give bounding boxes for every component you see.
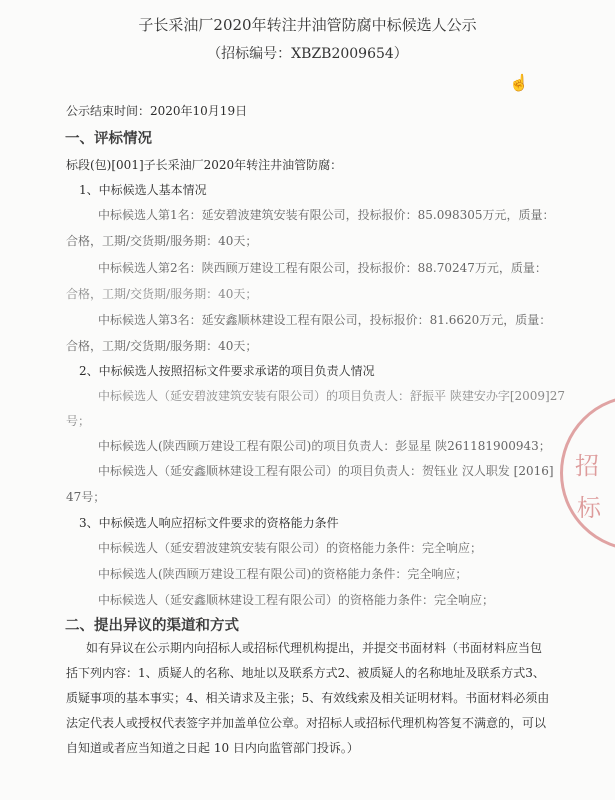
- page-title: 子长采油厂2020年转注井油管防腐中标候选人公示: [138, 16, 477, 34]
- candidate-1-line-2: 合格，工期/交货期/服务期：40天；: [66, 234, 258, 248]
- bid-number: （招标编号：XBZB2009654）: [207, 46, 408, 62]
- hand-cursor-icon: ☝: [509, 73, 529, 92]
- candidate-2-line-1: 中标候选人第2名：陕西顾万建设工程有限公司，投标报价：88.70247万元，质量：: [98, 261, 547, 275]
- candidate-2-line-2: 合格，工期/交货期/服务期：40天；: [66, 287, 258, 301]
- manager-3-line-2: 47号；: [66, 490, 106, 504]
- subheading-project-manager: 2、中标候选人按照招标文件要求承诺的项目负责人情况: [79, 364, 375, 378]
- objection-line-5: 自知道或者应当知道之日起 10 日内向监管部门投诉。）: [66, 741, 359, 755]
- candidate-1-line-1: 中标候选人第1名：延安碧波建筑安装有限公司，投标报价：85.098305万元，质量：: [98, 208, 555, 222]
- manager-1-line-2: 号；: [66, 414, 91, 428]
- subheading-qualification: 3、中标候选人响应招标文件要求的资格能力条件: [79, 516, 339, 530]
- subheading-candidate-basic: 1、中标候选人基本情况: [79, 183, 207, 197]
- qualification-2: 中标候选人(陕西顾万建设工程有限公司)的资格能力条件：完全响应；: [98, 567, 468, 581]
- objection-line-2: 括下列内容：1、质疑人的名称、地址以及联系方式2、被质疑人的名称地址及联系方式3、: [66, 666, 545, 680]
- objection-line-3: 质疑事项的基本事实；4、相关请求及主张；5、有效线索及相关证明材料。书面材料必须由: [66, 691, 550, 705]
- manager-2-line: 中标候选人(陕西顾万建设工程有限公司)的项目负责人：彭显星 陕261181900943；: [98, 439, 551, 453]
- announcement-end-time: 公示结束时间：2020年10月19日: [66, 104, 248, 118]
- qualification-3: 中标候选人（延安鑫顺林建设工程有限公司）的资格能力条件：完全响应；: [98, 593, 495, 607]
- red-seal-stamp: 招 标: [560, 395, 615, 551]
- manager-1-line-1: 中标候选人（延安碧波建筑安装有限公司）的项目负责人：舒振平 陕建安办字[2009]27: [98, 389, 565, 403]
- section-heading-evaluation: 一、评标情况: [65, 130, 152, 147]
- qualification-1: 中标候选人（延安碧波建筑安装有限公司）的资格能力条件：完全响应；: [98, 541, 483, 555]
- section-heading-objection: 二、提出异议的渠道和方式: [65, 617, 239, 634]
- candidate-3-line-1: 中标候选人第3名：延安鑫顺林建设工程有限公司，投标报价：81.6620万元，质量：: [98, 313, 552, 327]
- manager-3-line-1: 中标候选人（延安鑫顺林建设工程有限公司）的项目负责人：贺钰业 汉人职发 [2016]: [98, 464, 554, 478]
- objection-line-1: 如有异议在公示期内向招标人或招标代理机构提出，并提交书面材料（书面材料应当包: [86, 641, 543, 655]
- objection-line-4: 法定代表人或授权代表签字并加盖单位公章。对招标人或招标代理机构答复不满意的，可以: [66, 716, 547, 730]
- candidate-3-line-2: 合格，工期/交货期/服务期：40天；: [66, 339, 258, 353]
- lot-line: 标段(包)[001]子长采油厂2020年转注井油管防腐：: [66, 158, 343, 172]
